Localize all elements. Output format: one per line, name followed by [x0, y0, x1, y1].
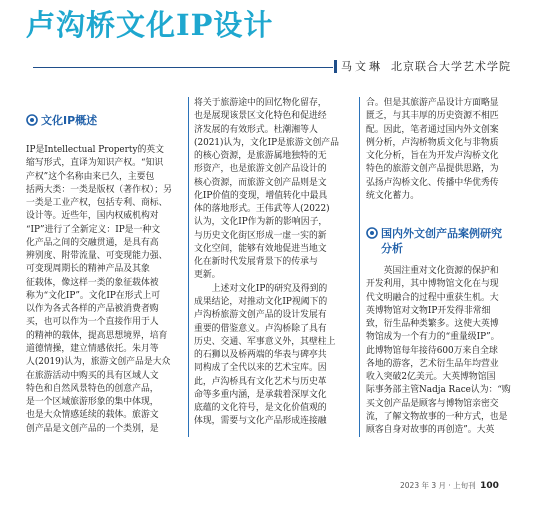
article-title: 卢沟桥文化IP设计 [26, 8, 274, 42]
text-line: 物馆成为一个有力的“重量级IP”。 [366, 332, 500, 343]
column-divider [359, 97, 360, 437]
text-line: 征载体，像这样一类的象征载体被 [26, 277, 159, 288]
text-line: 开发利用，其中博物馆文化在与现 [366, 279, 499, 290]
text-line: 可变现周期长的精神产品及其象 [26, 264, 150, 275]
text-line: 核心资源，而旅游文创产品则是文 [194, 177, 327, 188]
column-divider [188, 97, 189, 437]
text-line: IP是Intellectual Property的英文 [26, 145, 164, 155]
text-line: 文化空间，能够有效地促进当地文 [194, 243, 327, 254]
text-line: 体的落地形式。王伟武等人(2022) [194, 204, 330, 215]
text-line: 命等多重内涵，是承载着深厚文化 [194, 389, 327, 400]
text-line: 以作为各式各样的产品被消费者购 [26, 304, 159, 315]
byline-bar [334, 60, 337, 73]
text-line: 历史、交通、军事意义外，其壁柱上 [194, 336, 336, 347]
text-line: 道德情操，建立情感依托。朱月等 [26, 343, 159, 354]
text-line: 致，衍生品种类繁多。这使大英博 [366, 319, 499, 330]
text-line: “IP”进行了全新定义：IP是一种文 [26, 224, 161, 235]
text-line: 是一个区域旅游形象的集中体现， [26, 397, 159, 408]
text-line: 买文创产品是顾客与博物馆亲密交 [366, 398, 499, 409]
text-line: 与历史文化街区形成一虚一实的新 [194, 230, 327, 241]
text-line: 化在新时代发展背景下的传承与 [194, 257, 318, 268]
text-line: 际事务部主管Nadja Race认为：“购 [366, 385, 511, 396]
issue-info: 2023 年 3 月 · 上旬刊 [400, 481, 476, 490]
section-title: 国内外文创产品案例研究 [381, 227, 502, 240]
text-line: 在旅游活动中购买的具有区域人文 [26, 370, 159, 381]
text-line: 此博物馆每年接待600万来自全球 [366, 345, 498, 356]
text-line: 特色的旅游文创产品提供思路，为 [366, 164, 499, 175]
text-line: 合。但是其旅游产品设计方面略显 [366, 98, 499, 108]
section-title-continued: 分析 [381, 242, 403, 255]
text-line: 也是大众情感延续的载体。旅游文 [26, 410, 159, 421]
text-line: 人(2019)认为，旅游文创产品是大众 [26, 357, 171, 368]
text-line: 成果结论，对推动文化IP视阈下的 [194, 296, 328, 307]
text-line: 认为，文化IP作为新的影响因子， [194, 217, 328, 228]
text-line: 设计等。近些年，国内权威机构对 [26, 211, 159, 222]
text-line: 卢沟桥旅游文创产品的设计发展有 [194, 310, 327, 321]
text-line: 买，也可以作为一个直接作用于人 [26, 317, 159, 328]
page-number: 100 [480, 481, 499, 491]
text-line: 代文明融合的过程中重获生机。大 [366, 292, 499, 303]
author-name: 马文琳 [341, 60, 383, 73]
section-title: 文化IP概述 [41, 114, 98, 127]
text-line: 的石狮以及桥两端的华表与碑亭共 [194, 350, 327, 361]
text-line: 此，卢沟桥具有文化艺术与历史革 [194, 376, 327, 387]
text-line: (2021)认为，文化IP是旅游文创产品 [194, 137, 339, 148]
page-footer [400, 481, 522, 491]
text-line: 缩写形式，直译为知识产权。“知识 [26, 158, 164, 169]
text-line: 顾客自身对故事的再创造”。大英 [366, 425, 495, 436]
text-line: 重要的借鉴意义。卢沟桥除了具有 [194, 323, 327, 334]
text-line: 英博物馆对文物IP开发得非常细 [366, 305, 491, 316]
text-line: 例分析，卢沟桥物质文化与非物质 [366, 137, 499, 148]
text-line: 一类是工业产权，包括专利、商标、 [26, 198, 168, 209]
author-affiliation: 北京联合大学艺术学院 [391, 60, 511, 73]
text-line: 各地的游客，艺术衍生品年均营业 [366, 358, 499, 369]
byline-rule [33, 67, 333, 68]
text-line: 收入突破2亿美元。大英博物馆国 [366, 372, 496, 383]
text-line: 称为“文化IP”。文化IP在形式上可 [26, 290, 161, 301]
text-line: 也是展现该景区文化特色和促进经 [194, 111, 327, 122]
section-heading-1 [26, 113, 97, 129]
column-1-text [26, 144, 181, 436]
text-line: 英国注重对文化资源的保护和 [366, 266, 499, 276]
text-line: 流，了解文物故事的一种方式，也是 [366, 411, 508, 422]
text-line: 创产品是文创产品的一个类别，是 [26, 423, 159, 434]
text-line: 的核心资源，是旅游属地独特的无 [194, 151, 327, 162]
column-3-text-top [366, 97, 526, 203]
text-line: 底蕴的文化符号，是文化价值观的 [194, 403, 327, 414]
text-line: 上述对文化IP的研究及得到的 [194, 283, 328, 294]
text-line: 更新。 [194, 270, 221, 281]
column-3-text-bottom [366, 265, 526, 437]
text-line: 济发展的有效形式。杜潮湘等人 [194, 124, 318, 135]
text-line: 特色和自然风景特色的创意产品， [26, 383, 159, 394]
text-line: 化产品之间的交融贯通，是具有高 [26, 237, 159, 248]
text-line: 将关于旅游途中的回忆物化留存， [194, 98, 327, 108]
section-bullet-icon [366, 227, 378, 239]
text-line: 的精神的载体，提高思想境界，培育 [26, 330, 168, 341]
text-line: 匮乏，与其丰厚的历史资源不相匹 [366, 111, 499, 122]
text-line: 辨别度、附带流量、可变现能力强、 [26, 251, 168, 262]
section-heading-2 [366, 226, 526, 255]
text-line: 化IP价值的变现，增值转化中最具 [194, 190, 328, 201]
text-line: 统文化蓄力。 [366, 190, 420, 201]
text-line: 文化分析，旨在为开发卢沟桥文化 [366, 151, 499, 162]
text-line: 配。因此，笔者通过国内外文创案 [366, 124, 499, 135]
text-line: 括两大类：一类是版权（著作权）；另 [26, 184, 172, 195]
section-bullet-icon [26, 114, 38, 126]
text-line: 产权”这个名称由来已久，主要包 [26, 171, 155, 182]
column-2-text [194, 97, 354, 429]
text-line: 弘扬卢沟桥文化、传播中华优秀传 [366, 177, 499, 188]
text-line: 体现，需要与文化产品形成连接融 [194, 416, 327, 427]
text-line: 同构成了全代以来的艺术宝库。因 [194, 363, 327, 374]
byline [341, 59, 511, 74]
text-line: 形资产，也是旅游文创产品设计的 [194, 164, 327, 175]
